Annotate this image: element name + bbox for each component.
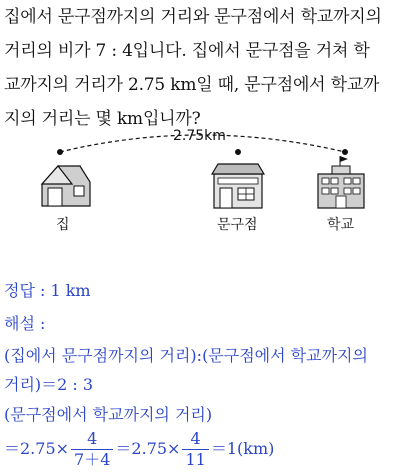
house-icon <box>42 166 90 206</box>
question-line: 지의 거리는 몇 km입니까? <box>4 109 201 129</box>
explanation-line: (문구점에서 학교까지의 거리) <box>4 405 213 424</box>
fraction <box>182 430 208 469</box>
question-line: 집에서 문구점까지의 거리와 문구점에서 학교까지의 <box>4 7 382 27</box>
stationery-dot <box>235 149 241 155</box>
question-line: 교까지의 거리가 2.75 km일 때, 문구점에서 학교까 <box>4 75 380 95</box>
answer-label: 정답 : 1 km <box>4 281 91 300</box>
home-dot <box>57 149 63 155</box>
school-dot <box>342 149 348 155</box>
calc-result: ＝1(km) <box>210 439 275 458</box>
distance-figure <box>0 126 400 236</box>
explanation-line: 거리)＝2 : 3 <box>4 375 94 394</box>
explanation-line: (집에서 문구점까지의 거리):(문구점에서 학교까지의 <box>4 346 368 365</box>
school-label: 학교 <box>327 217 355 233</box>
calculation-line <box>4 430 396 469</box>
fraction <box>71 430 113 469</box>
fraction-numerator: 4 <box>71 430 113 450</box>
calc-mid: ＝2.75× <box>115 439 181 458</box>
calc-prefix: ＝2.75× <box>4 439 70 458</box>
question-line: 거리의 비가 7 : 4입니다. 집에서 문구점을 거쳐 학 <box>4 41 370 61</box>
school-building-icon <box>318 156 364 208</box>
stationery-label: 문구점 <box>217 217 258 233</box>
explanation-title: 해설 : <box>4 314 46 333</box>
store-icon <box>212 164 264 208</box>
distance-label: 2.75km <box>173 128 226 144</box>
fraction-denominator: 7＋4 <box>74 450 111 469</box>
fraction-denominator: 11 <box>185 450 206 469</box>
question-text <box>4 0 396 136</box>
home-label: 집 <box>56 217 70 233</box>
fraction-numerator: 4 <box>182 430 208 450</box>
